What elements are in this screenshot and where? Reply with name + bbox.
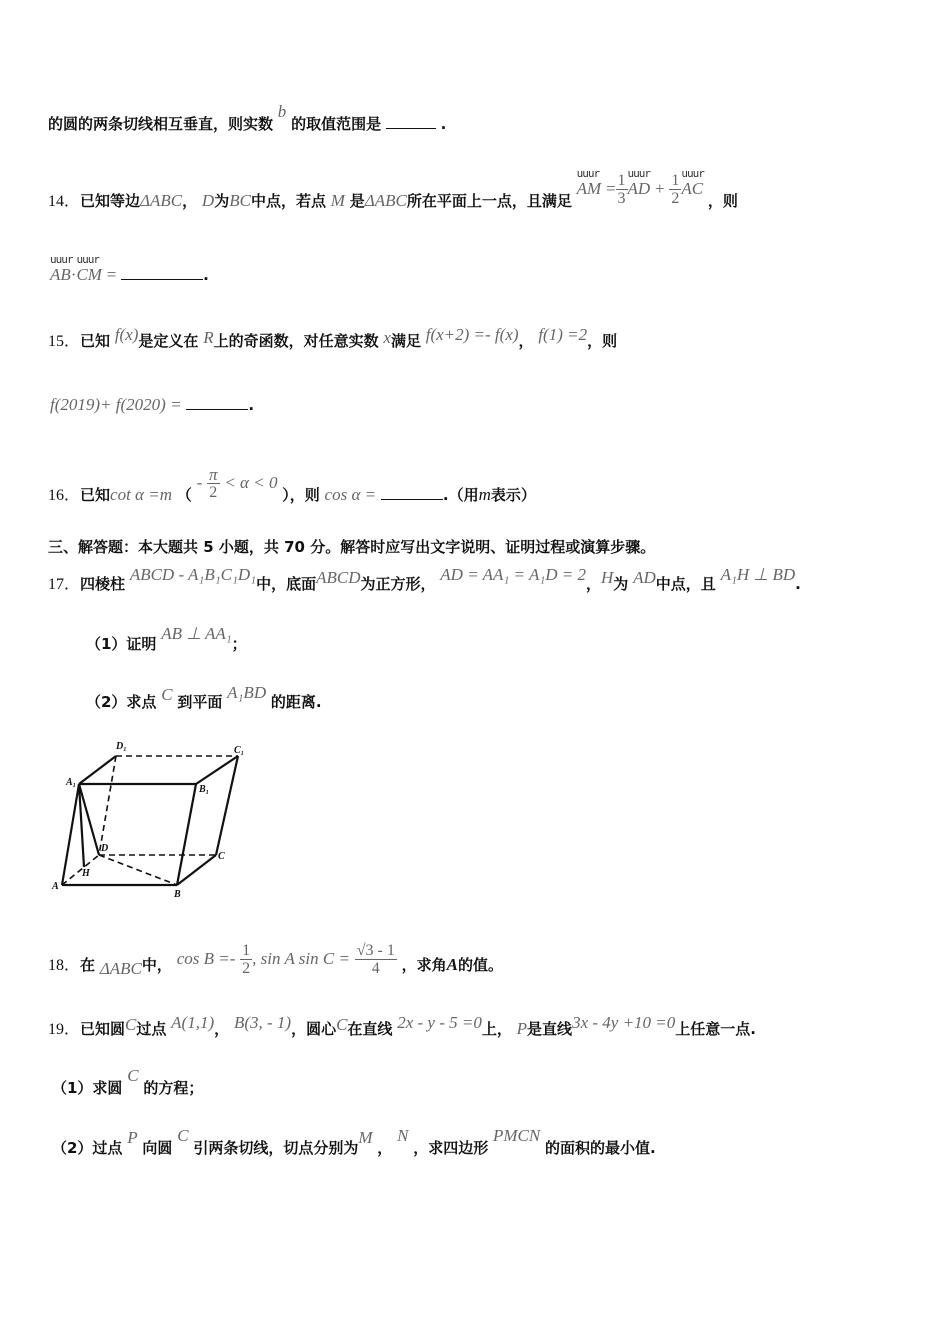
edge-aa1 (62, 784, 79, 885)
center-c: C (336, 1015, 348, 1034)
prism-diagram (44, 735, 254, 900)
fraction-root3-minus1-over-4 (355, 942, 397, 977)
point-p: P (127, 1128, 138, 1147)
fraction-denominator: 2 (209, 484, 218, 501)
q19-number: 19． (48, 1021, 81, 1038)
q13-text-b: 的取值范围是 (291, 115, 382, 133)
fraction-one-half (669, 172, 681, 207)
fraction-denominator: 3 (617, 190, 626, 207)
f-of-x: f(x) (114, 325, 139, 344)
vector-arrow: uuur (627, 167, 651, 180)
fraction-numerator: 1 (242, 942, 251, 959)
equals: = (106, 265, 117, 284)
q17-line-1 (48, 565, 801, 596)
var-m: M (330, 191, 345, 210)
point-a: A(1,1) (171, 1013, 215, 1032)
q17-text: 为 (613, 575, 629, 593)
fraction-pi-over-two (207, 466, 220, 501)
equals: = (605, 179, 616, 198)
q19-text: 在直线 (347, 1020, 393, 1038)
q18-number: 18． (48, 957, 81, 974)
vector-arrow: uuur (576, 167, 600, 180)
point-b: B(3, - 1) (233, 1013, 292, 1032)
q15-line-2 (50, 394, 254, 416)
q14-number: 14． (48, 193, 81, 210)
q15-end: . (248, 396, 255, 414)
q17-part-2 (86, 683, 322, 713)
condition-f1: f(1) =2 (538, 325, 588, 344)
perp-expression: AB ⊥ AA₁ (161, 624, 232, 643)
fraction-one-third (616, 172, 628, 207)
q14-text: 中点，若点 (250, 192, 326, 210)
cos-b: cos B =- (176, 949, 236, 968)
comma: ， (214, 1020, 230, 1038)
label-c: C (218, 851, 225, 862)
point-n: N (397, 1126, 409, 1145)
edge-bb1 (177, 784, 196, 885)
part-text: 向圆 (142, 1139, 173, 1157)
label-c1: C₁ (234, 745, 245, 756)
q14-line-1 (48, 167, 738, 219)
q19-text: 上任意一点. (675, 1020, 756, 1038)
comma: ， (518, 332, 534, 350)
vec-am: AM (576, 179, 602, 198)
base-name: ABCD (316, 568, 361, 587)
circle-c: C (125, 1015, 137, 1034)
sin-product: , sin A sin C = (252, 949, 350, 968)
vector-equation (576, 167, 704, 207)
q17-text: 中，底面 (256, 575, 317, 593)
quadrilateral-pmcn: PMCN (493, 1126, 541, 1145)
cos-expression: cos α = (324, 485, 377, 504)
answer-blank-13[interactable] (386, 114, 436, 129)
q17-number: 17． (48, 576, 81, 593)
q15-line-1 (48, 325, 618, 353)
label-b: B (174, 889, 181, 900)
edge-ad (62, 855, 99, 885)
q14-text: 所在平面上一点，且满足 (406, 192, 572, 210)
edge-cc1 (216, 756, 238, 855)
edge-dd1 (99, 756, 116, 855)
part-text: 引两条切线，切点分别为 (193, 1139, 359, 1157)
part-end: 的距离. (270, 693, 322, 711)
perpendicular-condition: A₁H ⊥ BD (720, 565, 796, 584)
prism-name: ABCD - A₁B₁C₁D₁ (129, 565, 257, 584)
plane-a1bd: A₁BD (227, 683, 267, 702)
q16-text: ），则 (282, 486, 320, 504)
q15-text: 上的奇函数，对任意实数 (213, 332, 379, 350)
q16-line (48, 465, 536, 513)
prism-figure (44, 735, 254, 904)
triangle-abc: ΔABC (99, 959, 142, 978)
point-p: P (516, 1019, 528, 1038)
q17-text: 中点，且 (655, 575, 716, 593)
q19-text: 上， (481, 1020, 512, 1038)
part-label: （2）求点 (86, 693, 157, 711)
paren: （ (176, 486, 192, 504)
vec-ac: AC (681, 179, 704, 198)
q17-text: 四棱柱 (80, 575, 126, 593)
vec-ab: AB (50, 265, 71, 284)
alpha-range (197, 466, 278, 501)
part-label: （2）过点 (52, 1139, 123, 1157)
edge-equalities: AD = AA₁ = A₁D = 2 (440, 565, 586, 584)
q13-end: . (440, 115, 447, 133)
q14-line-2 (50, 253, 209, 286)
var-m: m (478, 485, 491, 504)
var-r: R (203, 328, 214, 347)
q19-text: ，圆心 (291, 1020, 337, 1038)
q15-text: 满足 (390, 332, 421, 350)
vec-ad: AD (627, 179, 651, 198)
vector-arrow: uuur (76, 253, 99, 266)
var-b: b (277, 102, 287, 121)
sum-expression: f(2019)+ f(2020) = (50, 395, 182, 414)
fraction-numerator: √3 - 1 (356, 942, 395, 959)
q19-part-1 (52, 1066, 204, 1099)
part-text: 到平面 (177, 693, 223, 711)
fraction-numerator: 1 (617, 172, 626, 189)
part-end: 的方程； (143, 1079, 204, 1097)
q17-end: . (795, 575, 801, 593)
q17-text: ， (586, 575, 602, 593)
q18-text: ，求角 (401, 956, 447, 974)
q14-text: ，则 (707, 192, 738, 210)
q18-text: 的值。 (457, 956, 503, 974)
edge-a1d1-hidden-start (79, 756, 116, 784)
var-x: x (383, 328, 391, 347)
condition-odd: f(x+2) =- f(x) (425, 325, 519, 344)
q14-text: 已知等边 (80, 192, 141, 210)
range-expression: < α < 0 (224, 473, 278, 492)
segment-ad: AD (633, 568, 656, 587)
fraction-denominator: 2 (671, 190, 680, 207)
answer-blank-16[interactable] (381, 485, 443, 500)
plus: + (654, 179, 665, 198)
q18-line (48, 942, 503, 983)
label-d: D (101, 843, 109, 854)
label-d1: D₁ (116, 741, 127, 752)
q16-text: 已知 (80, 486, 111, 504)
q14-text: ， (182, 192, 198, 210)
answer-blank-14[interactable] (121, 265, 203, 280)
minus: - (196, 473, 203, 492)
q16-number: 16． (48, 487, 81, 504)
q18-text: 中， (141, 956, 172, 974)
q13-text: 的圆的两条切线相互垂直，则实数 (48, 115, 274, 133)
vector-arrow: uuur (50, 253, 73, 266)
fraction-numerator: 1 (671, 172, 680, 189)
circle-c: C (177, 1126, 189, 1145)
q15-number: 15． (48, 333, 81, 350)
fraction-one-half (240, 942, 252, 977)
label-b1: B₁ (199, 784, 210, 795)
section-3-title (48, 536, 655, 558)
section-title-text: 三、解答题：本大题共 5 小题，共 70 分。解答时应写出文字说明、证明过程或演算步骤。 (48, 538, 656, 556)
var-h: H (601, 568, 614, 587)
part-label: （1）证明 (86, 635, 157, 653)
dot-op: · (70, 265, 77, 284)
label-h: H (82, 868, 90, 879)
segment-bc: BC (229, 191, 251, 210)
q15-text: 是定义在 (138, 332, 199, 350)
q19-text: 已知圆 (80, 1020, 126, 1038)
q19-text: 是直线 (527, 1020, 573, 1038)
q16-text: 表示） (490, 486, 536, 504)
point-m: M (358, 1128, 373, 1147)
q17-part-1 (86, 624, 247, 655)
comma: ， (377, 1139, 393, 1157)
q14-text: 是 (349, 192, 365, 210)
circle-c: C (127, 1066, 139, 1085)
triangle-abc: ΔABC (140, 191, 183, 210)
q14-end: . (203, 266, 209, 284)
line-equation-1: 2x - y - 5 =0 (397, 1013, 482, 1032)
q19-text: 过点 (136, 1020, 167, 1038)
part-end: 的面积的最小值. (545, 1139, 656, 1157)
answer-blank-15[interactable] (186, 395, 248, 410)
q14-text: 为 (214, 192, 230, 210)
q15-text: 已知 (80, 332, 111, 350)
triangle-abc: ΔABC (364, 191, 407, 210)
angle-a: A (446, 955, 458, 974)
fraction-numerator: π (209, 465, 218, 484)
q16-text: .（用 (442, 486, 479, 504)
line-equation-2: 3x - 4y +10 =0 (572, 1013, 676, 1032)
fraction-denominator: 2 (242, 960, 251, 977)
q19-line-1 (48, 1013, 756, 1041)
part-end: ； (231, 635, 247, 653)
q19-part-2 (52, 1126, 656, 1159)
fraction-denominator: 4 (371, 960, 380, 977)
q18-conditions (177, 942, 397, 977)
vector-arrow: uuur (681, 167, 704, 180)
q18-text: 在 (80, 956, 96, 974)
cot-expression: cot α =m (110, 485, 172, 504)
vec-cm: CM (76, 265, 102, 284)
segment-db (99, 855, 177, 885)
label-a: A (52, 881, 59, 892)
q15-text: ，则 (587, 332, 618, 350)
label-a1: A₁ (66, 777, 77, 788)
var-d: D (201, 191, 215, 210)
part-label: （1）求圆 (52, 1079, 123, 1097)
point-c: C (161, 685, 173, 704)
q17-text: 为正方形， (360, 575, 436, 593)
q13-tail-line (48, 102, 447, 135)
part-text: ，求四边形 (413, 1139, 489, 1157)
